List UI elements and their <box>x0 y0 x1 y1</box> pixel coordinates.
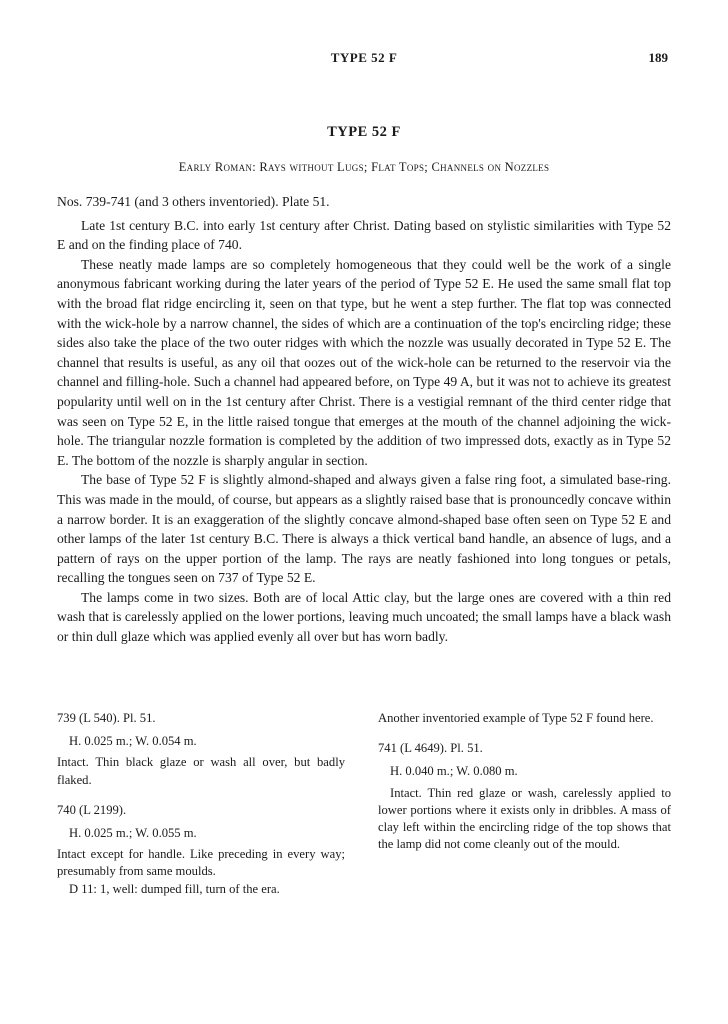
sizes-paragraph: The lamps come in two sizes. Both are of local Attic clay, but the large ones are covered with a thin red wash that is carelessly applied on the lower portions, leaving much uncoated; the small lamps have a black wash or thin dull glaze which was applied evenly all over but has worn badly. <box>57 589 671 645</box>
catalogue-right-column <box>378 710 671 853</box>
catalogue-entry-heading: 740 (L 2199). <box>57 802 127 817</box>
catalogue-note: Another inventoried example of Type 52 F found here. <box>378 711 654 725</box>
catalogue-entry-description: Intact. Thin black glaze or wash all over, but badly flaked. <box>57 755 345 787</box>
running-header <box>0 50 728 70</box>
catalogue-entry-description: Intact except for handle. Like preceding in every way; presumably from same moulds. <box>57 847 345 879</box>
catalogue-entry-description: Intact. Thin red glaze or wash, carelessly applied to lower portions where it exists only in dribbles. A mass of clay left within the encircling ridge of the top shows that the lamp did not come cleanly out of the mould. <box>378 785 671 852</box>
catalogue-entry-heading: 741 (L 4649). Pl. 51. <box>378 741 483 756</box>
catalogue-left-column <box>57 710 345 898</box>
catalogue-entry-dimensions: H. 0.025 m.; W. 0.054 m. <box>69 734 197 749</box>
intro-body <box>57 192 671 647</box>
section-title: TYPE 52 F <box>327 124 401 140</box>
catalogue-range-line: Nos. 739-741 (and 3 others inventoried). Plate 51. <box>57 194 330 209</box>
catalogue-entry-dimensions: H. 0.040 m.; W. 0.080 m. <box>390 764 518 779</box>
catalogue-entry-dimensions: H. 0.025 m.; W. 0.055 m. <box>69 826 197 841</box>
catalogue-entry-heading: 739 (L 540). Pl. 51. <box>57 711 156 725</box>
dating-paragraph: Late 1st century B.C. into early 1st century after Christ. Dating based on stylistic similarities with Type 52 E and on the finding place of 740. <box>57 217 671 253</box>
base-paragraph: The base of Type 52 F is slightly almond-shaped and always given a false ring foot, a simulated base-ring. This was made in the mould, of course, but appears as a slightly raised base that is pronouncedly concave within a narrow border. It is an exaggeration of the slightly concave almond-shaped base often seen on Type 52 E and other lamps of the later 1st century B.C. There is always a thick vertical band handle, an absence of lugs, and a pattern of rays on the upper portion of the lamp. The rays are neatly fashioned into long tongues or petals, recalling the tongues seen on 737 of Type 52 E. <box>57 472 671 586</box>
running-title: TYPE 52 F <box>330 50 398 65</box>
section-subtitle: Early Roman: Rays without Lugs; Flat Tops; Channels on Nozzles <box>178 160 550 174</box>
catalogue-entry-findspot: D 11: 1, well: dumped fill, turn of the era. <box>69 881 280 896</box>
description-paragraph: These neatly made lamps are so completely homogeneous that they could well be the work of a single anonymous fabricant working during the later years of the period of Type 52 E. He used the same small flat top with the broad flat ridge encircling it, seen on that type, but he went a step further. The flat top was connected with the wick-hole by a narrow channel, the sides of which are a continuation of the top's encircling ridge; these sides also take the place of the two outer ridges with which the nozzle was usually decorated in Type 52 E. The channel that results is useful, as any oil that oozes out of the wick-hole can be returned to the reservoir via the channel and filling-hole. Such a channel had appeared before, on Type 49 A, but it was not to achieve its greatest popularity until well on in the 1st century after Christ. There is a vestigial remnant of the third center ridge that was seen on Type 52 E, in the little raised tongue that emerges at the mouth of the channel adjoining the wick-hole. The triangular nozzle formation is completed by the addition of two impressed dots, exactly as in Type 52 E. The bottom of the nozzle is sharply angular in section. <box>57 256 671 468</box>
page-number: 189 <box>648 50 668 65</box>
